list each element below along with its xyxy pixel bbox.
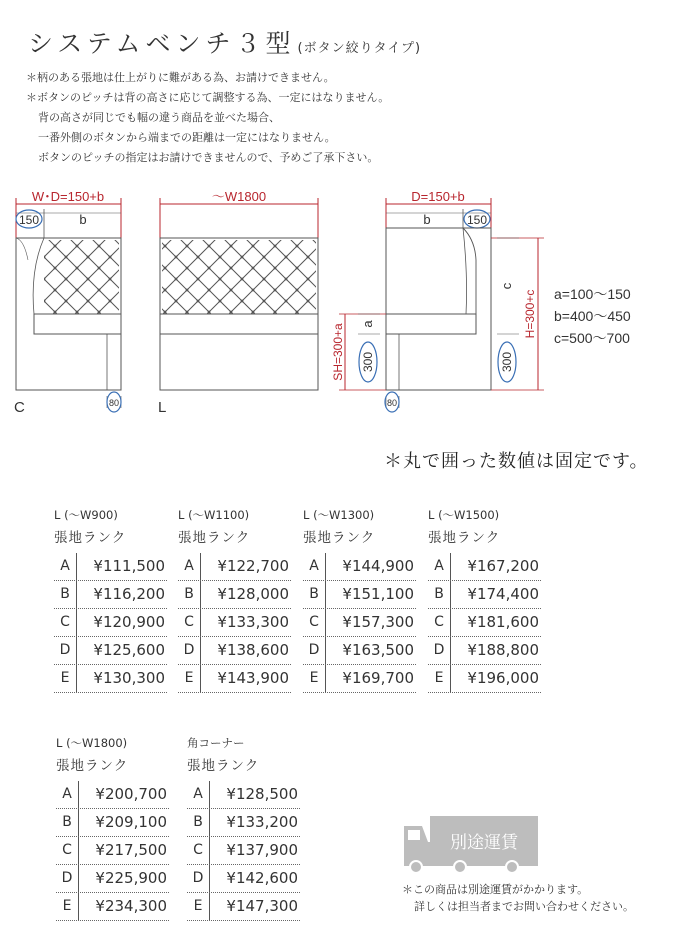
side-a-label: a — [360, 320, 375, 328]
price-cell: ¥133,200 — [226, 813, 298, 831]
table-row — [56, 837, 169, 865]
rank-cell: E — [303, 665, 326, 692]
price-table-w900 — [54, 505, 167, 693]
note-line: 背の高さが同じでも幅の違う商品を並べた場合、 — [38, 111, 280, 124]
rank-cell: D — [303, 637, 326, 664]
rank-cell: A — [303, 553, 326, 580]
dimension-diagram — [0, 180, 680, 430]
table-row — [303, 609, 416, 637]
table-row — [54, 581, 167, 609]
table-row — [187, 837, 300, 865]
price-cell: ¥200,700 — [95, 785, 167, 803]
corner-b-label: b — [79, 212, 87, 227]
table-row — [428, 665, 541, 693]
corner-caption: C — [14, 399, 25, 416]
table-rank-label: 張地ランク — [178, 530, 251, 546]
rank-cell: A — [178, 553, 201, 580]
shipping-note — [402, 881, 634, 915]
side-fixed-150: 150 — [466, 213, 488, 227]
note-line: 一番外側のボタンから端までの距離は一定にはなりません。 — [38, 131, 336, 144]
table-row — [54, 609, 167, 637]
price-cell: ¥111,500 — [93, 557, 165, 575]
table-row — [303, 665, 416, 693]
shipping-note-line: ＊この商品は別途運賃がかかります。 — [402, 883, 589, 896]
price-table-w1800 — [56, 733, 169, 921]
rank-cell: D — [428, 637, 451, 664]
price-cell: ¥196,000 — [467, 669, 539, 687]
rank-cell: C — [187, 837, 210, 864]
long-caption: L — [158, 399, 167, 416]
rank-cell: B — [428, 581, 451, 608]
table-row — [178, 553, 291, 581]
side-seat-300: 300 — [361, 351, 375, 373]
table-size-label: L (～W1300) — [303, 508, 375, 522]
rank-cell: A — [187, 781, 210, 808]
side-leg-80: 80 — [386, 398, 398, 408]
price-cell: ¥234,300 — [95, 897, 167, 915]
rank-cell: C — [56, 837, 79, 864]
side-depth-dimension: D=150+b — [411, 189, 465, 204]
rank-cell: C — [303, 609, 326, 636]
rank-cell: B — [187, 809, 210, 836]
table-row — [56, 865, 169, 893]
price-table-w1300 — [303, 505, 416, 693]
corner-leg-80: 80 — [108, 398, 120, 408]
rank-cell: C — [54, 609, 77, 636]
rank-cell: B — [54, 581, 77, 608]
price-cell: ¥138,600 — [217, 641, 289, 659]
rank-cell: B — [178, 581, 201, 608]
table-row — [187, 781, 300, 809]
table-size-label: L (～W1100) — [178, 508, 250, 522]
table-row — [178, 581, 291, 609]
table-row — [428, 581, 541, 609]
table-size-label: L (～W1800) — [56, 736, 128, 750]
table-size-label: L (～W900) — [54, 508, 118, 522]
price-cell: ¥217,500 — [95, 841, 167, 859]
table-row — [303, 581, 416, 609]
table-row — [428, 609, 541, 637]
rank-cell: B — [303, 581, 326, 608]
price-cell: ¥188,800 — [467, 641, 539, 659]
side-h-dimension: H=300+c — [523, 289, 537, 339]
table-row — [178, 665, 291, 693]
table-row — [428, 553, 541, 581]
price-cell: ¥167,200 — [467, 557, 539, 575]
price-cell: ¥128,500 — [226, 785, 298, 803]
price-cell: ¥143,900 — [217, 669, 289, 687]
table-row — [187, 865, 300, 893]
rank-cell: B — [56, 809, 79, 836]
table-row — [187, 893, 300, 921]
corner-width-dimension: W･D=150+b — [31, 189, 105, 204]
note-line: ボタンのピッチの指定はお請けできませんので、予めご了承下さい。 — [38, 151, 379, 164]
price-cell: ¥157,300 — [342, 613, 414, 631]
price-cell: ¥169,700 — [342, 669, 414, 687]
rank-cell: E — [178, 665, 201, 692]
corner-fixed-150: 150 — [18, 213, 40, 227]
table-rank-label: 張地ランク — [56, 758, 129, 774]
table-row — [56, 893, 169, 921]
price-cell: ¥133,300 — [217, 613, 289, 631]
side-c-label: c — [499, 282, 514, 290]
page-title — [28, 24, 421, 60]
price-table-w1100 — [178, 505, 291, 693]
price-table-w1500 — [428, 505, 541, 693]
table-row — [303, 637, 416, 665]
note-line: ＊柄のある張地は仕上がりに難がある為、お請けできません。 — [26, 71, 335, 84]
table-rank-label: 張地ランク — [428, 530, 501, 546]
corner-unit-drawing — [14, 189, 121, 416]
long-unit-drawing — [158, 189, 318, 416]
table-row — [56, 809, 169, 837]
shipping-badge — [400, 812, 542, 874]
price-cell: ¥116,200 — [93, 585, 165, 603]
side-b-label: b — [423, 212, 431, 227]
table-row — [178, 637, 291, 665]
shipping-badge-label: 別途運賃 — [450, 833, 518, 853]
table-rank-label: 張地ランク — [187, 758, 260, 774]
price-cell: ¥122,700 — [217, 557, 289, 575]
rank-cell: E — [428, 665, 451, 692]
product-title: システムベンチ３型 — [28, 29, 296, 58]
price-cell: ¥151,100 — [342, 585, 414, 603]
price-cell: ¥120,900 — [93, 613, 165, 631]
price-cell: ¥142,600 — [226, 869, 298, 887]
table-rank-label: 張地ランク — [303, 530, 376, 546]
rank-cell: A — [56, 781, 79, 808]
price-cell: ¥125,600 — [93, 641, 165, 659]
side-view-drawing — [331, 189, 544, 412]
long-width-dimension: ～W1800 — [211, 189, 267, 204]
rank-cell: D — [54, 637, 77, 664]
price-cell: ¥163,500 — [342, 641, 414, 659]
side-sh-dimension: SH=300+a — [331, 323, 345, 381]
rank-cell: E — [56, 893, 79, 920]
price-cell: ¥225,900 — [95, 869, 167, 887]
price-cell: ¥137,900 — [226, 841, 298, 859]
price-cell: ¥130,300 — [93, 669, 165, 687]
fixed-values-note: ＊丸で囲った数値は固定です。 — [384, 451, 649, 472]
table-row — [303, 553, 416, 581]
rank-cell: A — [428, 553, 451, 580]
range-c: c=500～700 — [554, 330, 630, 346]
table-rank-label: 張地ランク — [54, 530, 127, 546]
range-a: a=100～150 — [554, 286, 631, 302]
table-size-label: 角コーナー — [187, 736, 245, 750]
rank-cell: C — [178, 609, 201, 636]
table-row — [54, 637, 167, 665]
note-line: ＊ボタンのピッチは背の高さに応じて調整する為、一定にはなりません。 — [26, 91, 390, 104]
price-cell: ¥128,000 — [217, 585, 289, 603]
rank-cell: C — [428, 609, 451, 636]
table-row — [54, 665, 167, 693]
product-subtitle: (ボタン絞りタイプ) — [297, 41, 422, 56]
rank-cell: D — [56, 865, 79, 892]
notes-block — [26, 68, 389, 168]
rank-cell: D — [187, 865, 210, 892]
rank-cell: A — [54, 553, 77, 580]
shipping-note-line: 詳しくは担当者までお問い合わせください。 — [414, 900, 634, 913]
price-cell: ¥174,400 — [467, 585, 539, 603]
table-size-label: L (～W1500) — [428, 508, 500, 522]
price-table-corner — [187, 733, 300, 921]
price-cell: ¥147,300 — [226, 897, 298, 915]
price-cell: ¥144,900 — [342, 557, 414, 575]
rank-cell: E — [54, 665, 77, 692]
rank-cell: E — [187, 893, 210, 920]
price-cell: ¥209,100 — [95, 813, 167, 831]
table-row — [428, 637, 541, 665]
side-back-300: 300 — [500, 351, 514, 373]
table-row — [178, 609, 291, 637]
table-row — [56, 781, 169, 809]
table-row — [187, 809, 300, 837]
price-cell: ¥181,600 — [467, 613, 539, 631]
table-row — [54, 553, 167, 581]
rank-cell: D — [178, 637, 201, 664]
range-b: b=400～450 — [554, 308, 631, 324]
